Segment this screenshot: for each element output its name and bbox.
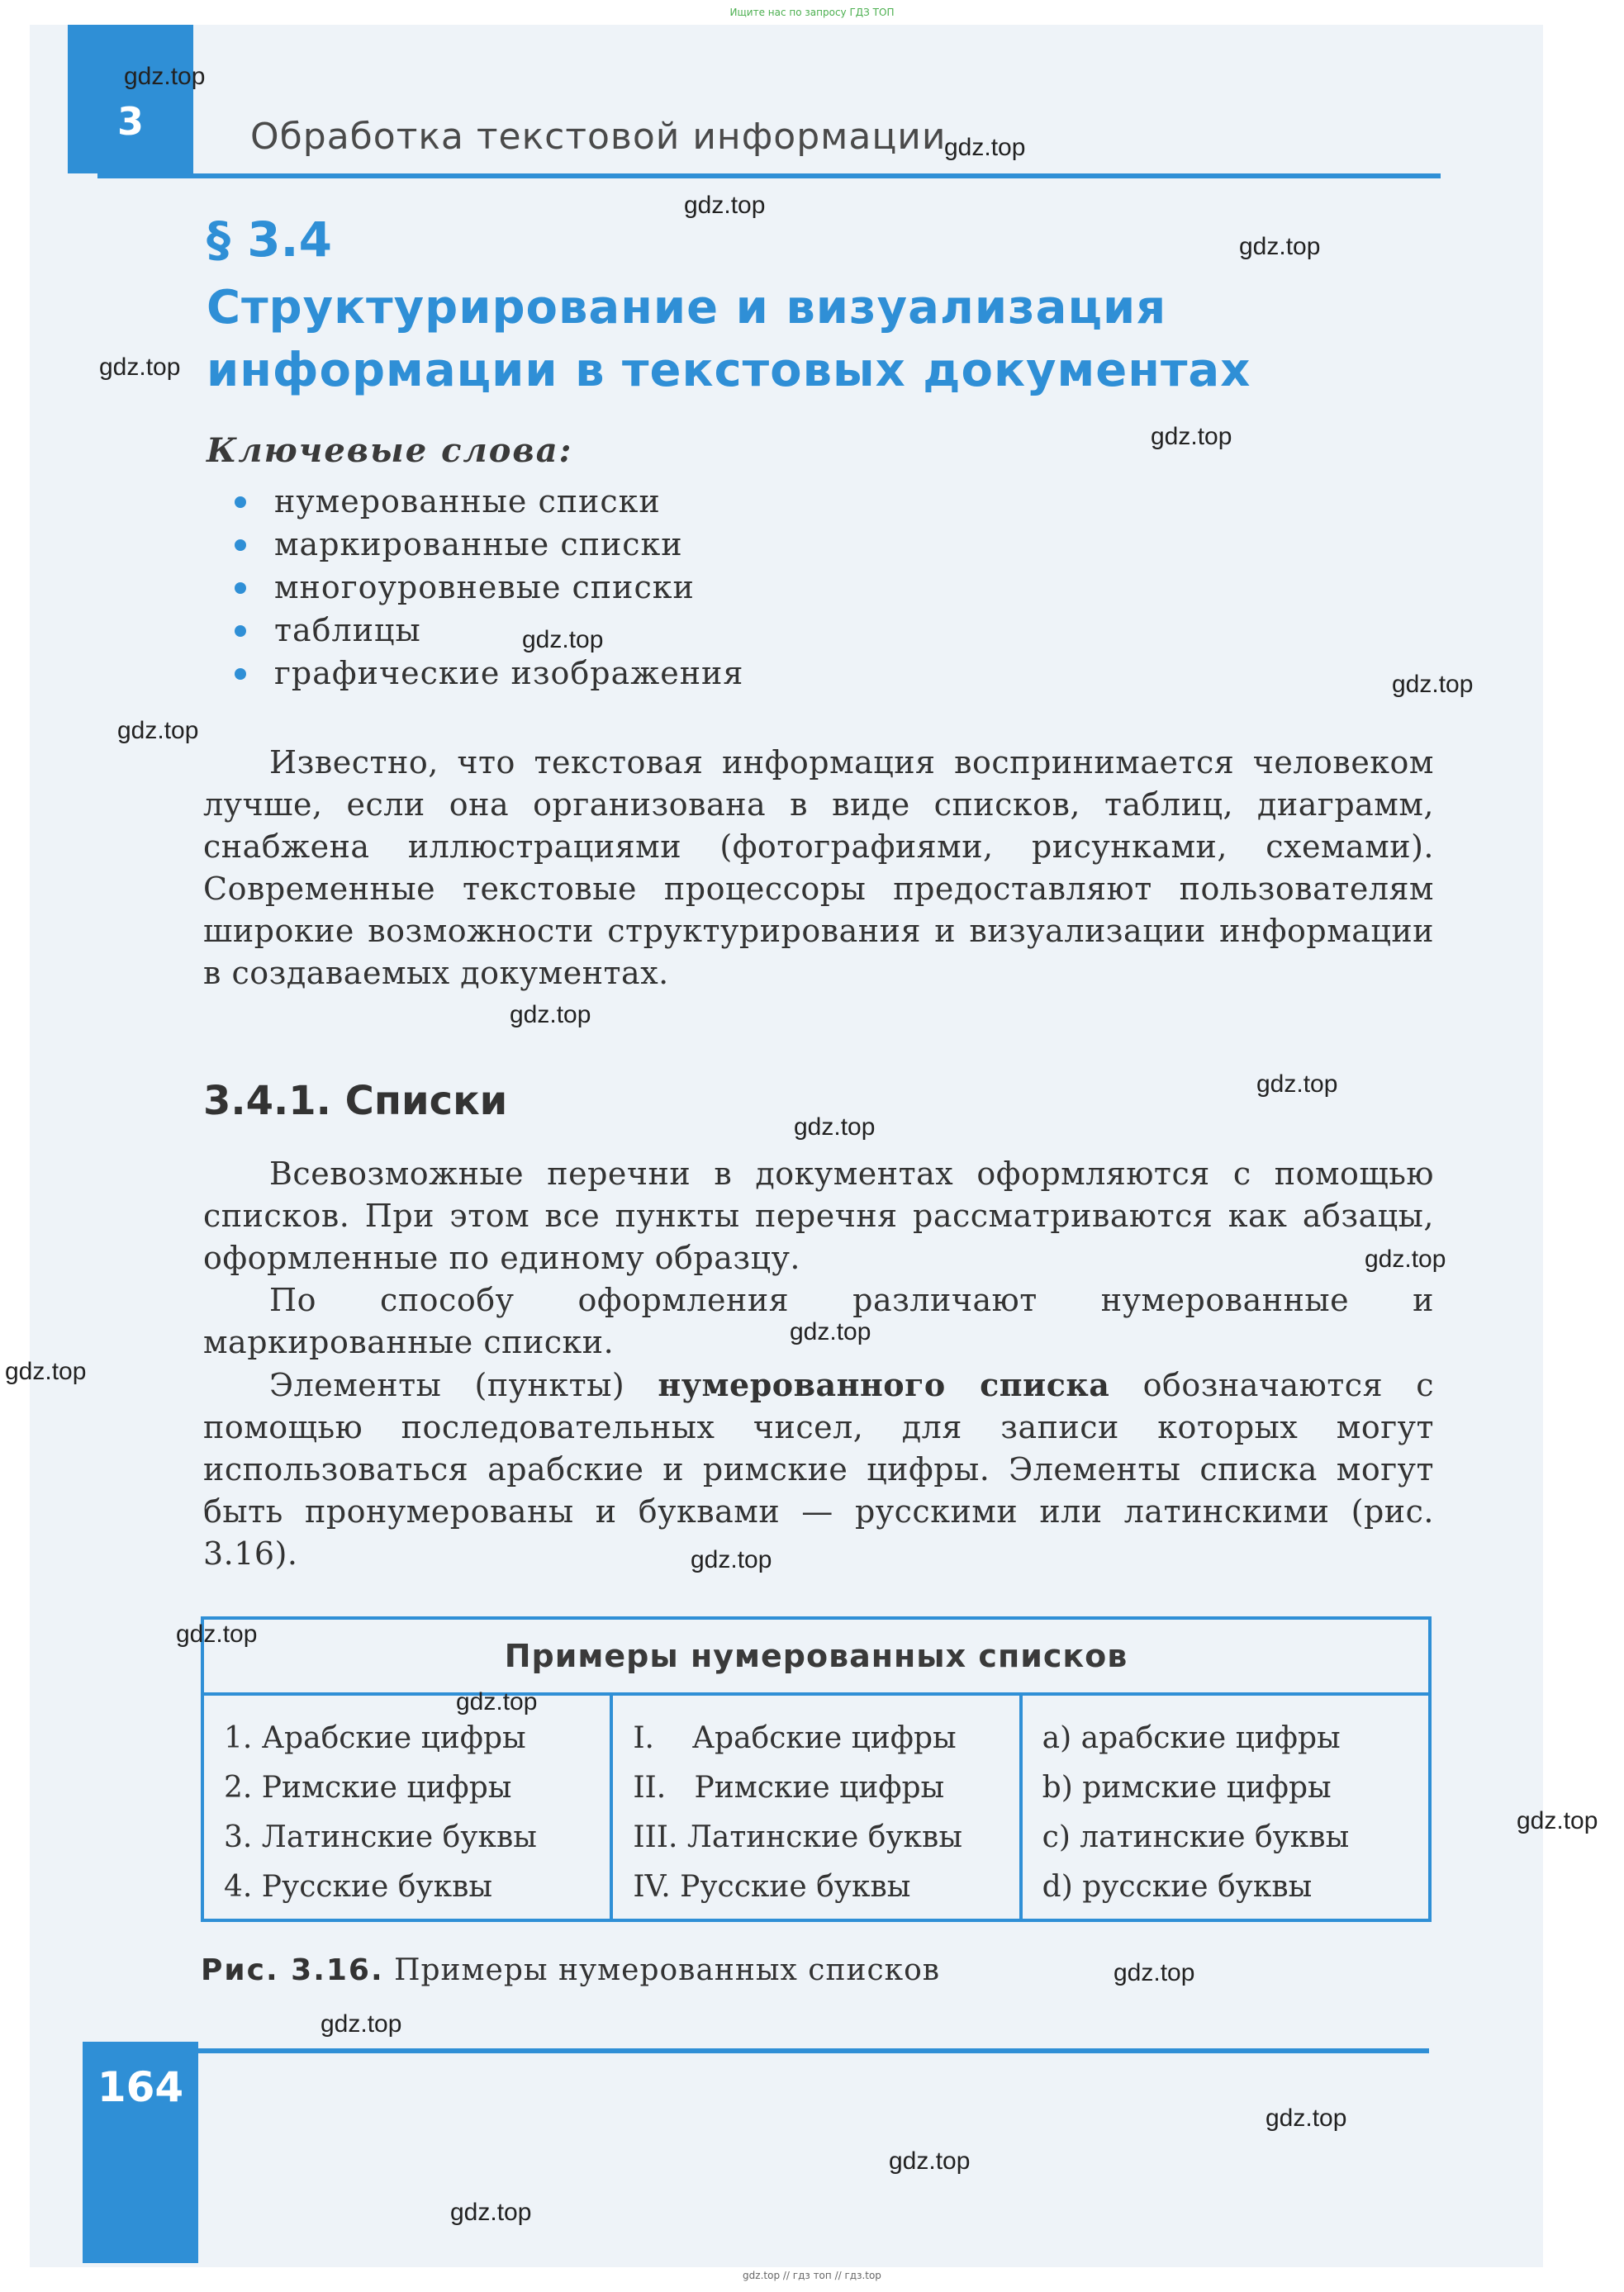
list-item: III. Латинские буквы <box>633 1820 962 1854</box>
section-title-line1: Структурирование и визуализация <box>207 281 1167 335</box>
watermark-text: gdz.top <box>456 1688 538 1715</box>
figure-column-arabic <box>204 1696 610 1919</box>
watermark-text: gdz.top <box>1239 233 1321 260</box>
footer-divider <box>198 2048 1429 2053</box>
lists-paragraph-2: По способу оформления различают нумерованные и маркированные списки. <box>203 1282 1434 1360</box>
watermark-text: gdz.top <box>790 1318 871 1345</box>
watermark-text: gdz.top <box>1265 2105 1347 2132</box>
figure-header: Примеры нумерованных списков <box>204 1620 1428 1696</box>
list-item: II. Римские цифры <box>633 1771 945 1805</box>
keyword-item: нумерованные списки <box>231 483 743 526</box>
keyword-item: многоуровневые списки <box>231 569 743 612</box>
list-item: 4. Русские буквы <box>224 1870 493 1904</box>
keyword-item: графические изображения <box>231 655 743 698</box>
bullet-icon <box>235 496 246 508</box>
watermark-text: gdz.top <box>1392 671 1474 698</box>
watermark-text: gdz.top <box>321 2010 402 2038</box>
header-divider <box>97 173 1441 178</box>
term-numbered-list: нумерованного списка <box>658 1366 1110 1403</box>
section-number: § 3.4 <box>207 211 332 268</box>
watermark-text: gdz.top <box>124 63 206 90</box>
keyword-item: таблицы <box>231 612 743 655</box>
keywords-list <box>231 483 743 698</box>
figure-column-letters <box>1019 1696 1428 1919</box>
lists-paragraph-3: Элементы (пункты) нумерованного списка обозначаются с помощью последовательных чисел, для записи которых могут использоваться арабские и римские цифры. Элементы списка могут быть пронумерованы и буквами — русскими или латинскими (рис. 3.16). <box>203 1366 1435 1572</box>
chapter-number: 3 <box>116 99 144 144</box>
watermark-text: gdz.top <box>889 2147 971 2175</box>
list-item: a) арабские цифры <box>1042 1721 1341 1755</box>
list-item: I. Арабские цифры <box>633 1721 957 1755</box>
keywords-heading: Ключевые слова: <box>207 431 573 470</box>
watermark-text: gdz.top <box>176 1621 258 1648</box>
bullet-icon <box>235 668 246 680</box>
watermark-text: gdz.top <box>99 354 181 381</box>
list-item: b) римские цифры <box>1042 1771 1332 1805</box>
watermark-text: gdz.top <box>5 1358 87 1385</box>
watermark-text: gdz.top <box>522 626 604 653</box>
watermark-text: gdz.top <box>794 1113 876 1141</box>
list-item: c) латинские буквы <box>1042 1820 1350 1854</box>
section-title <box>207 277 1363 402</box>
page-number: 164 <box>97 2063 184 2111</box>
figure-column-roman <box>610 1696 1019 1919</box>
list-item: d) русские буквы <box>1042 1870 1313 1904</box>
bullet-icon <box>235 582 246 594</box>
watermark-text: gdz.top <box>1114 1959 1195 1986</box>
bullet-icon <box>235 625 246 637</box>
list-item: 3. Латинские буквы <box>224 1820 537 1854</box>
footer-tag: gdz.top // гдз топ // гдз.top <box>743 2270 881 2281</box>
bullet-icon <box>235 539 246 551</box>
numbered-lists-figure <box>201 1616 1432 1922</box>
list-item: IV. Русские буквы <box>633 1870 911 1904</box>
watermark-text: gdz.top <box>944 134 1026 161</box>
watermark-text: gdz.top <box>450 2199 532 2226</box>
watermark-text: gdz.top <box>1365 1246 1446 1273</box>
lists-paragraph-1: Всевозможные перечни в документах оформляются с помощью списков. При этом все пункты перечня рассматриваются как абзацы, оформленные по единому образцу. <box>203 1155 1434 1276</box>
list-item: 1. Арабские цифры <box>224 1721 526 1755</box>
watermark-text: gdz.top <box>1517 1807 1598 1834</box>
subsection-title: 3.4.1. Списки <box>203 1078 508 1124</box>
keyword-item: маркированные списки <box>231 526 743 569</box>
watermark-text: gdz.top <box>684 192 766 219</box>
watermark-text: gdz.top <box>691 1546 772 1573</box>
section-title-line2: информации в текстовых документах <box>207 344 1251 397</box>
running-header-title: Обработка текстовой информации <box>250 116 947 158</box>
search-hint-tag: Ищите нас по запросу ГДЗ ТОП <box>729 7 895 18</box>
intro-paragraph: Известно, что текстовая информация воспринимается человеком лучше, если она организована в виде списков, таблиц, диаграмм, снабжена иллюстрациями (фотографиями, рисунками, схемами). Современные текстовые процессоры предоставляют пользователям широкие возможности структурирования и визуализации информации в создаваемых документах. <box>203 744 1434 991</box>
watermark-text: gdz.top <box>1256 1070 1338 1098</box>
list-item: 2. Римские цифры <box>224 1771 512 1805</box>
figure-caption-label: Рис. 3.16. <box>201 1953 384 1987</box>
figure-caption: Рис. 3.16. Примеры нумерованных списков <box>201 1953 941 1987</box>
watermark-text: gdz.top <box>510 1001 591 1028</box>
watermark-text: gdz.top <box>117 717 199 744</box>
watermark-text: gdz.top <box>1151 423 1232 450</box>
